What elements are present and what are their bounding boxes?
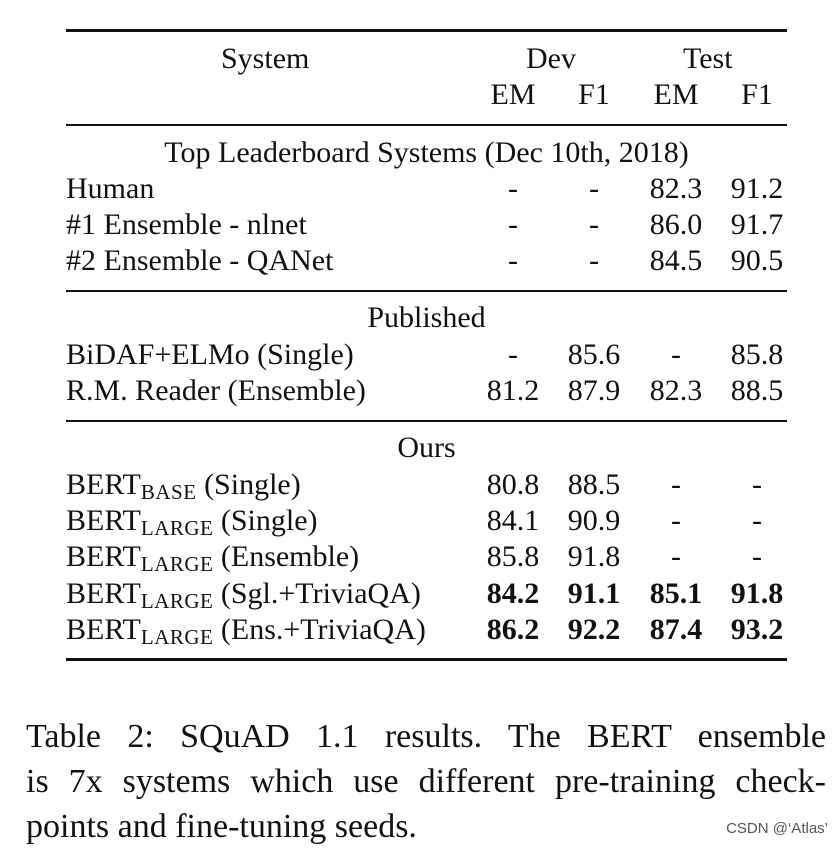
watermark: CSDN @‘Atlas’ <box>726 820 828 837</box>
model-size-subscript: LARGE <box>140 552 214 576</box>
section-title-leaderboard: Top Leaderboard Systems (Dec 10th, 2018) <box>164 136 689 169</box>
row-system-name: Human <box>66 172 155 205</box>
cell-dev-em: 81.2 <box>486 374 540 407</box>
model-size-subscript: LARGE <box>140 516 214 540</box>
model-name: BERT <box>66 504 141 537</box>
row-system-name: #2 Ensemble - QANet <box>66 244 334 277</box>
section-rule <box>66 290 787 292</box>
header-system: System <box>221 42 310 75</box>
cell-dev-em: 86.2 <box>486 613 540 646</box>
cell-dev-em: - <box>508 172 518 205</box>
cell-dev-em: - <box>508 244 518 277</box>
model-name: BERT <box>66 540 141 573</box>
header-dev-em: EM <box>490 78 536 111</box>
model-variant: (Ensemble) <box>213 540 360 573</box>
table-top-rule <box>66 29 787 32</box>
cell-test-f1: - <box>752 468 762 501</box>
model-name: BERT <box>66 577 141 610</box>
row-system-name: R.M. Reader (Ensemble) <box>66 374 366 407</box>
cell-test-f1: 91.2 <box>730 172 784 205</box>
model-size-subscript: LARGE <box>140 625 214 649</box>
model-variant: (Single) <box>196 468 301 501</box>
header-test-em: EM <box>653 78 699 111</box>
header-test: Test <box>683 42 733 75</box>
cell-dev-em: - <box>508 208 518 241</box>
model-variant: (Ens.+TriviaQA) <box>213 613 426 646</box>
cell-dev-f1: 90.9 <box>567 504 621 537</box>
model-size-subscript: LARGE <box>140 589 214 613</box>
model-name: BERT <box>66 613 141 646</box>
table-bottom-rule <box>66 658 787 661</box>
cell-test-em: - <box>671 468 681 501</box>
cell-dev-f1: - <box>589 172 599 205</box>
model-size-subscript: BASE <box>140 480 197 504</box>
cell-test-em: 82.3 <box>649 374 703 407</box>
cell-dev-em: 84.1 <box>486 504 540 537</box>
cell-dev-f1: 88.5 <box>567 468 621 501</box>
caption-line: Table 2: SQuAD 1.1 results. The BERT ensemble <box>26 718 826 755</box>
header-dev: Dev <box>526 42 576 75</box>
cell-test-em: 84.5 <box>649 244 703 277</box>
cell-dev-f1: - <box>589 208 599 241</box>
section-rule <box>66 420 787 422</box>
section-title-ours: Ours <box>397 431 456 464</box>
cell-dev-em: 80.8 <box>486 468 540 501</box>
cell-test-em: 85.1 <box>649 577 703 610</box>
header-test-f1: F1 <box>741 78 773 111</box>
cell-test-em: - <box>671 338 681 371</box>
model-name: BERT <box>66 468 141 501</box>
model-variant: (Single) <box>213 504 318 537</box>
cell-test-f1: 90.5 <box>730 244 784 277</box>
row-system-name: BiDAF+ELMo (Single) <box>66 338 354 371</box>
cell-dev-f1: 87.9 <box>567 374 621 407</box>
cell-dev-em: 84.2 <box>486 577 540 610</box>
model-variant: (Sgl.+TriviaQA) <box>213 577 421 610</box>
cell-test-f1: 93.2 <box>730 613 784 646</box>
caption-line: is 7x systems which use different pre-training check- <box>26 763 826 800</box>
cell-test-f1: 88.5 <box>730 374 784 407</box>
cell-test-f1: 91.7 <box>730 208 784 241</box>
cell-test-em: 87.4 <box>649 613 703 646</box>
cell-test-em: 86.0 <box>649 208 703 241</box>
row-system-name: #1 Ensemble - nlnet <box>66 208 307 241</box>
header-dev-f1: F1 <box>578 78 610 111</box>
cell-test-em: 82.3 <box>649 172 703 205</box>
cell-dev-f1: 92.2 <box>567 613 621 646</box>
row-system-name <box>66 612 426 655</box>
cell-test-f1: - <box>752 504 762 537</box>
header-rule <box>66 124 787 126</box>
cell-dev-em: 85.8 <box>486 540 540 573</box>
table-caption <box>26 714 826 849</box>
cell-dev-f1: - <box>589 244 599 277</box>
cell-test-em: - <box>671 540 681 573</box>
caption-line: points and fine-tuning seeds. <box>26 808 417 845</box>
cell-dev-f1: 91.8 <box>567 540 621 573</box>
cell-test-f1: 91.8 <box>730 577 784 610</box>
cell-dev-em: - <box>508 338 518 371</box>
cell-test-f1: - <box>752 540 762 573</box>
section-title-published: Published <box>367 301 486 334</box>
cell-test-em: - <box>671 504 681 537</box>
cell-dev-f1: 85.6 <box>567 338 621 371</box>
cell-test-f1: 85.8 <box>730 338 784 371</box>
cell-dev-f1: 91.1 <box>567 577 621 610</box>
